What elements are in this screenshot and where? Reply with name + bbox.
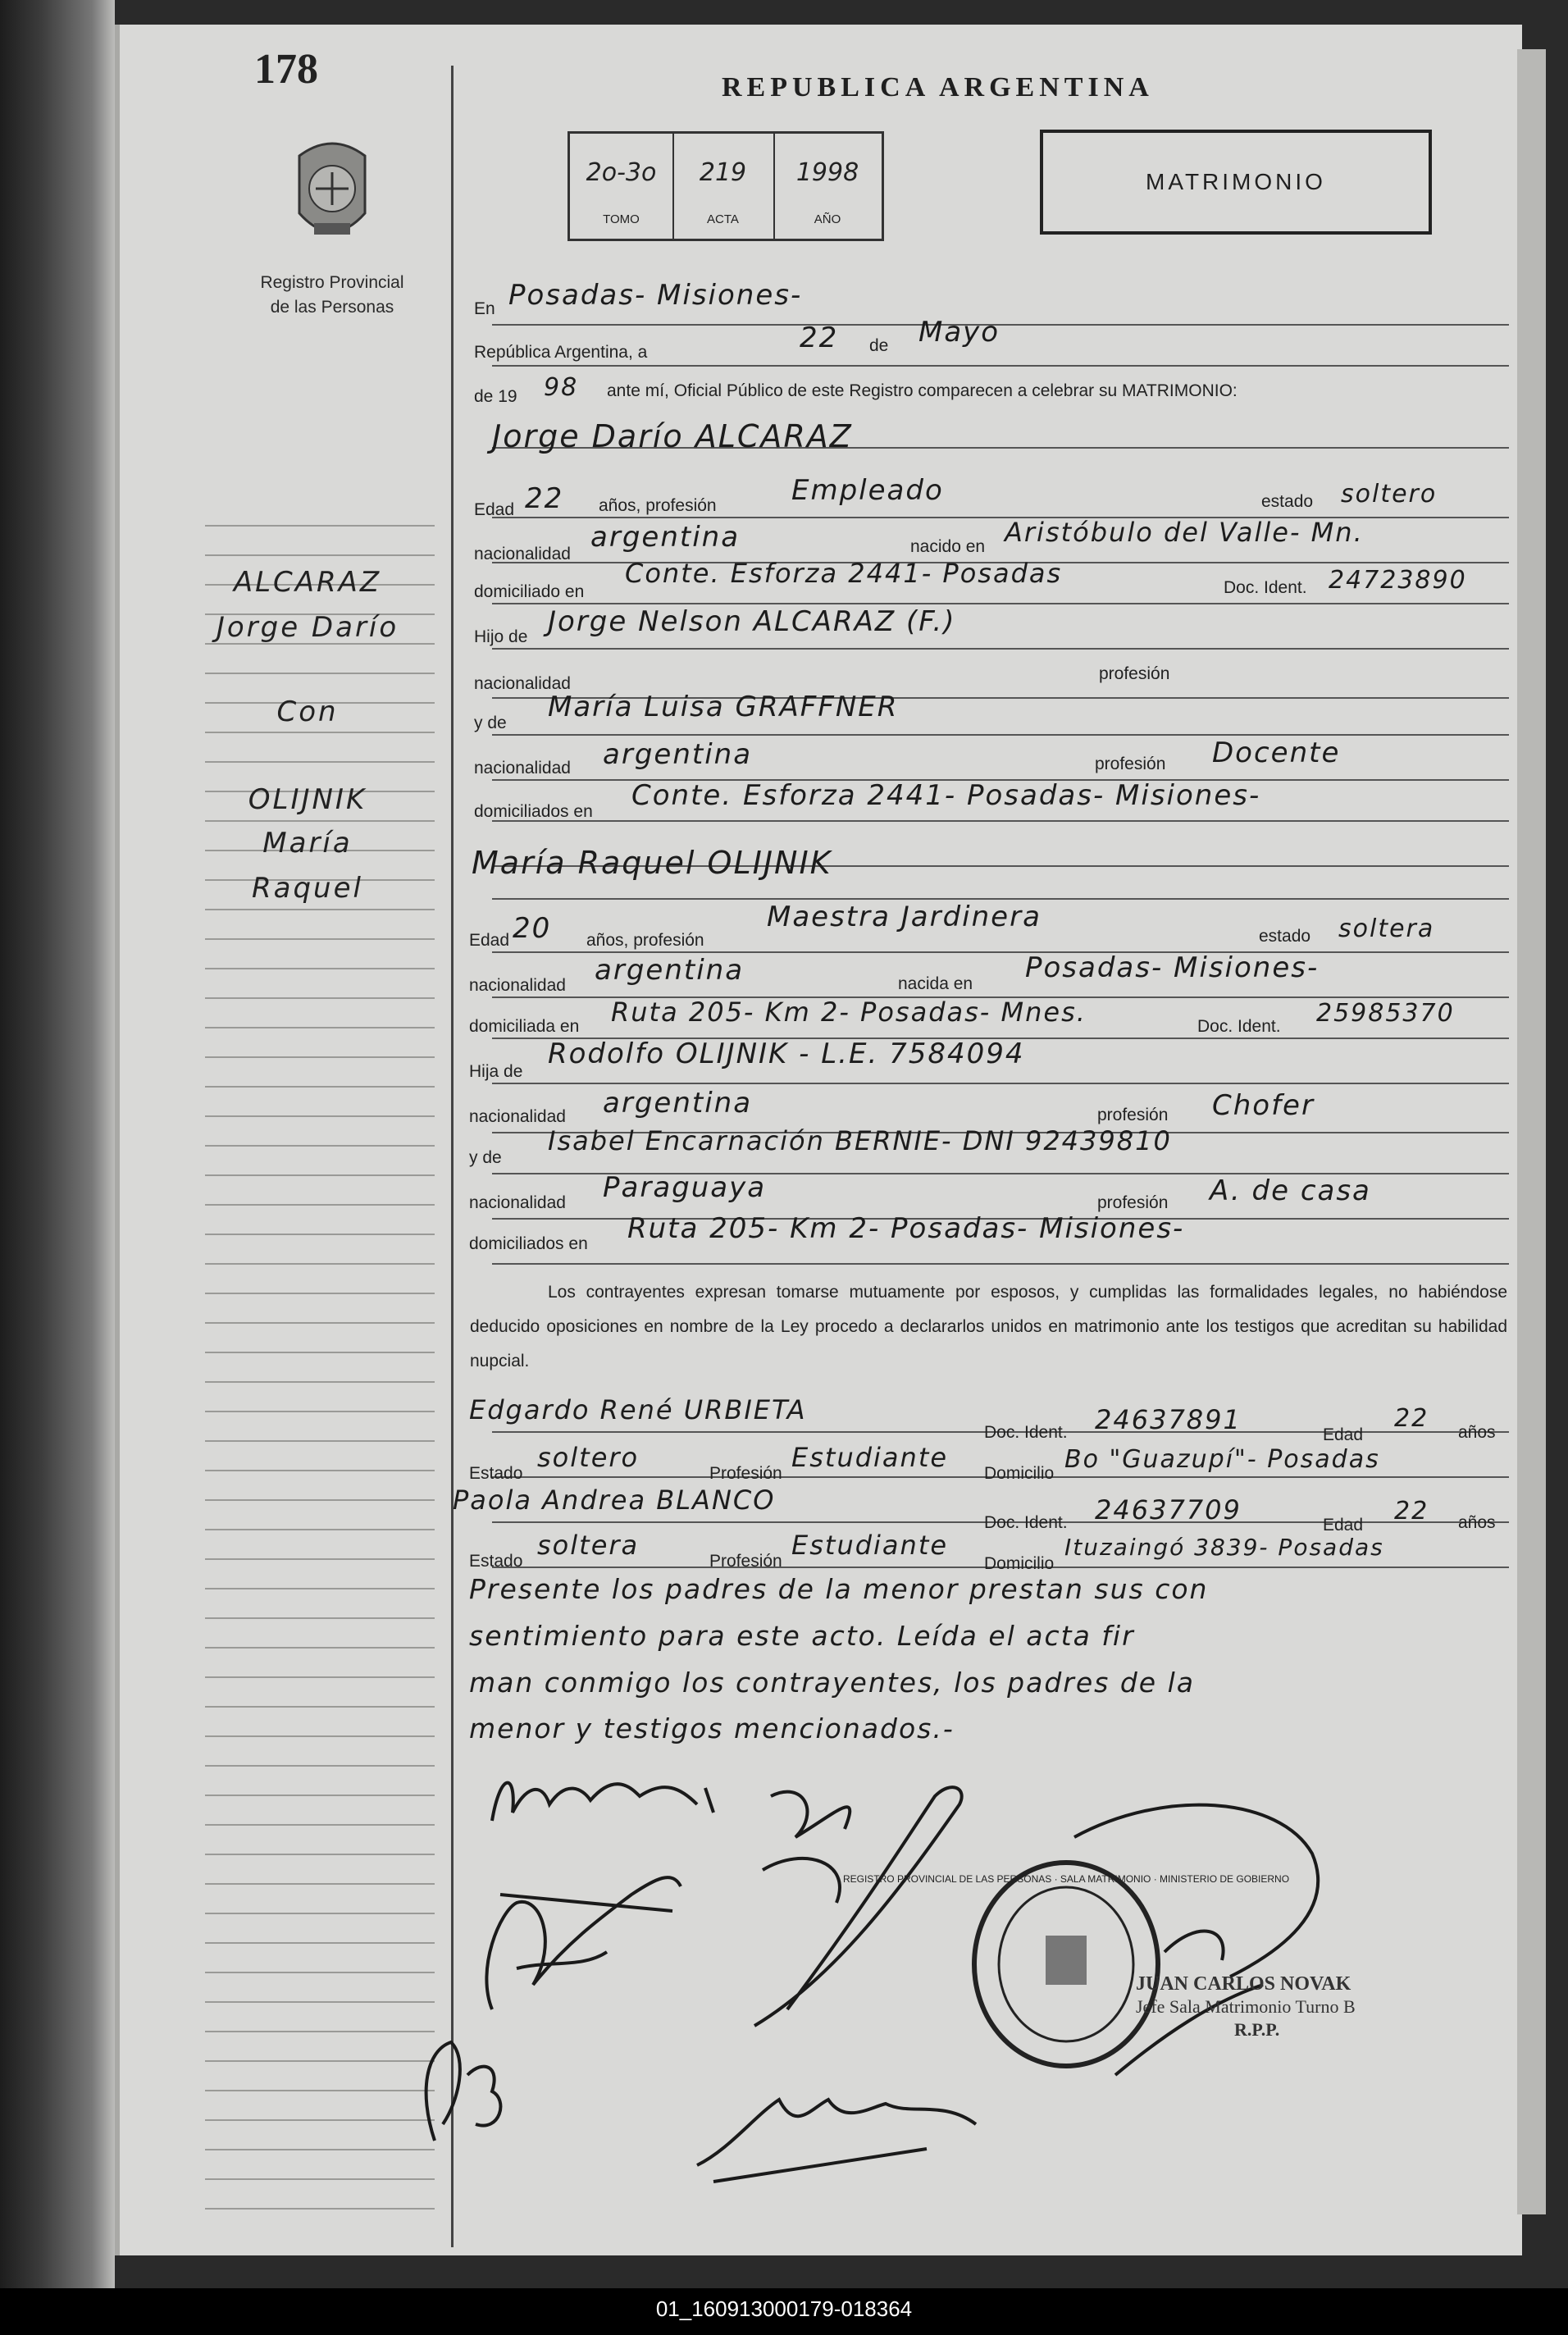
field-rule-line (492, 1083, 1509, 1084)
left-rule-line (205, 1617, 435, 1619)
left-rule-line (205, 1972, 435, 1973)
annotation-line-3: man conmigo los contrayentes, los padres de la (469, 1667, 1195, 1699)
field-rule-line (492, 734, 1509, 736)
witness2-domicilio-label: Domicilio (984, 1554, 1055, 1573)
bride-nac-label: nacionalidad (469, 976, 566, 995)
left-rule-line (205, 525, 435, 527)
bride-parents-dom-label: domiciliados en (469, 1234, 588, 1253)
groom-doc-label: Doc. Ident. (1224, 578, 1307, 597)
bride-edad-label: Edad (469, 931, 510, 950)
witness1-edad-label: Edad (1323, 1425, 1364, 1444)
field-rule-line (492, 951, 1509, 953)
left-rule-line (205, 1765, 435, 1767)
witness2-document: 24637709 (1095, 1494, 1242, 1526)
groom-parents-dom-label: domiciliados en (474, 802, 593, 821)
bride-profesion-label: años, profesión (586, 931, 704, 950)
left-rule-line (205, 1854, 435, 1855)
witness1-profession: Estudiante (791, 1442, 949, 1473)
witness2-doc-label: Doc. Ident. (984, 1513, 1068, 1532)
left-rule-line (205, 1234, 435, 1235)
stamp-text: REGISTRO PROVINCIAL DE LAS PERSONAS · SALA MATRIMONIO · MINISTERIO DE GOBIERNO (842, 1873, 1290, 1885)
left-rule-line (205, 1056, 435, 1058)
groom-mother-profession: Docente (1212, 737, 1341, 769)
bride-doc-label: Doc. Ident. (1197, 1017, 1281, 1036)
bride-document: 25985370 (1316, 999, 1455, 1028)
acta-label: ACTA (707, 212, 739, 226)
witness2-profession: Estudiante (791, 1530, 949, 1561)
groom-mother-nac-label: nacionalidad (474, 759, 571, 778)
annotation-line-2: sentimiento para este acto. Leída el acta fir (469, 1620, 1135, 1652)
left-rule-line (205, 1027, 435, 1028)
groom-parents-address: Conte. Esforza 2441- Posadas- Misiones- (631, 779, 1261, 812)
groom-y-de-label: y de (474, 714, 507, 732)
groom-father-prof-label: profesión (1099, 664, 1170, 683)
left-rule-line (205, 1676, 435, 1678)
left-rule-line (205, 732, 435, 733)
record-type-box (1040, 130, 1432, 235)
place-value: Posadas- Misiones- (508, 279, 803, 312)
groom-document: 24723890 (1329, 566, 1467, 595)
left-rule-line (205, 761, 435, 763)
witness2-profesion-label: Profesión (709, 1552, 782, 1571)
book-binding (0, 0, 115, 2296)
registry-name (221, 271, 443, 320)
declaration-paragraph (470, 1275, 1507, 1379)
left-rule-line (205, 2060, 435, 2062)
bride-profession: Maestra Jardinera (767, 901, 1042, 933)
left-rule-line (205, 1647, 435, 1649)
tomo-value: 2o-3o (586, 158, 657, 187)
bride-father-profession: Chofer (1212, 1089, 1315, 1122)
witness1-status: soltero (537, 1442, 640, 1473)
left-rule-line (205, 1086, 435, 1088)
tomo-label: TOMO (603, 212, 640, 226)
image-identifier: 01_160913000179-018364 (655, 2296, 913, 2321)
groom-birthplace: Aristóbulo del Valle- Mn. (1005, 517, 1364, 548)
en-label: En (474, 299, 495, 318)
bride-age: 20 (513, 912, 552, 945)
signature-groom (467, 1845, 697, 2034)
margin-bride-name-1: María (262, 827, 353, 860)
groom-mother-nationality: argentina (603, 738, 753, 771)
witness1-address: Bo "Guazupí"- Posadas (1064, 1445, 1380, 1474)
country-heading: REPUBLICA ARGENTINA (722, 72, 1154, 103)
field-rule-line (492, 1263, 1509, 1265)
left-rule-line (205, 1470, 435, 1471)
left-rule-line (205, 1883, 435, 1885)
margin-con: Con (276, 695, 339, 728)
left-rule-line (205, 1411, 435, 1412)
left-rule-line (205, 1529, 435, 1530)
witness1-doc-label: Doc. Ident. (984, 1423, 1068, 1442)
registry-line-1: Registro Provincial (260, 273, 404, 292)
groom-estado-label: estado (1261, 492, 1314, 511)
left-rule-line (205, 1795, 435, 1796)
groom-name: Jorge Darío ALCARAZ (492, 418, 853, 454)
ano-label: AÑO (814, 212, 841, 226)
year-value: 98 (544, 373, 579, 402)
left-rule-line (205, 1293, 435, 1294)
left-rule-line (205, 1381, 435, 1383)
annotation-line-1: Presente los padres de la menor prestan sus con (469, 1573, 1209, 1605)
left-rule-line (205, 2031, 435, 2032)
witness2-name: Paola Andrea BLANCO (453, 1484, 776, 1516)
left-rule-line (205, 1440, 435, 1442)
signature-witness-2 (681, 2067, 992, 2190)
official-name: JUAN CARLOS NOVAK (1136, 1973, 1351, 1995)
acta-cell (672, 134, 775, 239)
witness2-edad-label: Edad (1323, 1516, 1364, 1535)
witness1-anos-label: años (1458, 1423, 1496, 1442)
margin-bride-surname: OLIJNIK (248, 783, 367, 816)
bride-parents-address: Ruta 205- Km 2- Posadas- Misiones- (627, 1212, 1185, 1245)
groom-edad-label: Edad (474, 500, 515, 519)
left-rule-line (205, 1824, 435, 1826)
ano-cell (773, 134, 882, 239)
left-rule-line (205, 673, 435, 674)
groom-status: soltero (1341, 480, 1438, 509)
republica-label: República Argentina, a (474, 343, 648, 362)
witness2-estado-label: Estado (469, 1552, 523, 1571)
reference-box (567, 131, 884, 241)
field-rule-line (492, 820, 1509, 822)
official-stamp-block (1136, 1972, 1356, 2041)
bride-status: soltera (1338, 914, 1435, 943)
de-label: de (869, 336, 889, 355)
left-rule-line (205, 820, 435, 822)
left-rule-line (205, 1174, 435, 1176)
official-title: Jefe Sala Matrimonio Turno B (1136, 1996, 1356, 2017)
left-rule-line (205, 2119, 435, 2121)
left-rule-line (205, 2178, 435, 2180)
year-prefix: de 19 (474, 387, 517, 406)
bride-mother-profession: A. de casa (1210, 1174, 1371, 1207)
left-rule-line (205, 1115, 435, 1117)
groom-hijo-label: Hijo de (474, 627, 528, 646)
left-rule-line (205, 1352, 435, 1353)
province-coat-of-arms-icon (283, 131, 381, 254)
annotation-line-4: menor y testigos mencionados.- (469, 1712, 955, 1744)
field-rule-line (492, 648, 1509, 650)
left-rule-line (205, 1706, 435, 1708)
bride-hija-label: Hija de (469, 1062, 523, 1081)
bride-dom-label: domiciliada en (469, 1017, 580, 1036)
left-rule-line (205, 938, 435, 940)
left-rule-line (205, 1558, 435, 1560)
groom-dom-label: domiciliado en (474, 582, 585, 601)
left-rule-line (205, 1913, 435, 1914)
field-rule-line (492, 898, 1509, 900)
groom-father-nac-label: nacionalidad (474, 674, 571, 693)
witness2-age: 22 (1394, 1497, 1429, 1526)
intro-sentence: ante mí, Oficial Público de este Registro comparecen a celebrar su MATRIMONIO: (607, 381, 1238, 400)
field-rule-line (492, 603, 1509, 604)
ano-value: 1998 (795, 158, 859, 187)
witness1-domicilio-label: Domicilio (984, 1464, 1055, 1483)
bride-father-prof-label: profesión (1097, 1106, 1169, 1124)
margin-given-names: Jorge Darío (216, 611, 399, 644)
witness1-age: 22 (1394, 1404, 1429, 1433)
bride-mother-prof-label: profesión (1097, 1193, 1169, 1212)
declaration-text: Los contrayentes expresan tomarse mutuamente por esposos, y cumplidas las formalidades legales, no habiéndose deducido oposiciones en nombre de la Ley procedo a declararlos unidos en matrimonio ante los testigos que acreditan su habilidad nupcial. (470, 1283, 1507, 1370)
groom-nacido-label: nacido en (910, 537, 986, 556)
left-rule-line (205, 909, 435, 910)
groom-profession: Empleado (791, 474, 944, 507)
left-rule-line (205, 997, 435, 999)
bride-mother-nac-label: nacionalidad (469, 1193, 566, 1212)
bride-father-nationality: argentina (603, 1087, 753, 1120)
left-rule-line (205, 1499, 435, 1501)
record-type: MATRIMONIO (1146, 169, 1326, 194)
field-rule-line (492, 324, 1509, 326)
bride-father-nac-label: nacionalidad (469, 1107, 566, 1126)
page-edge (1517, 49, 1546, 2214)
registry-line-2: de las Personas (270, 298, 394, 317)
bride-mother: Isabel Encarnación BERNIE- DNI 92439810 (548, 1125, 1172, 1156)
groom-nationality: argentina (590, 521, 741, 554)
left-rule-line (205, 2149, 435, 2150)
signature-bride (476, 1755, 746, 1845)
left-rule-line (205, 1942, 435, 1944)
bride-mother-nationality: Paraguaya (603, 1171, 767, 1204)
left-rule-line (205, 2090, 435, 2091)
witness2-status: soltera (537, 1530, 640, 1561)
bride-father: Rodolfo OLIJNIK - L.E. 7584094 (548, 1038, 1025, 1070)
groom-address: Conte. Esforza 2441- Posadas (625, 558, 1063, 589)
witness2-anos-label: años (1458, 1513, 1496, 1532)
bride-name: María Raquel OLIJNIK (472, 845, 832, 881)
left-rule-line (205, 1204, 435, 1206)
margin-surname: ALCARAZ (233, 566, 382, 599)
folio-number: 178 (254, 46, 318, 93)
left-rule-line (205, 1588, 435, 1589)
left-rule-line (205, 1263, 435, 1265)
field-rule-line (492, 365, 1509, 367)
margin-divider (451, 66, 454, 2247)
left-rule-line (205, 1735, 435, 1737)
witness1-estado-label: Estado (469, 1464, 523, 1483)
acta-value: 219 (699, 158, 747, 187)
groom-mother: María Luisa GRAFFNER (548, 691, 899, 723)
bride-nacida-label: nacida en (898, 974, 973, 993)
day-value: 22 (800, 322, 839, 354)
margin-bride-name-2: Raquel (252, 872, 363, 905)
groom-profesion-label: años, profesión (599, 496, 717, 515)
witness1-name: Edgardo René URBIETA (469, 1394, 807, 1425)
left-rule-line (205, 2001, 435, 2003)
left-rule-line (205, 968, 435, 969)
left-rule-line (205, 1322, 435, 1324)
signature-witness (738, 1763, 984, 2042)
witness2-address: Ituzaingó 3839- Posadas (1064, 1534, 1384, 1561)
official-org: R.P.P. (1234, 2019, 1280, 2040)
month-value: Mayo (918, 316, 1001, 349)
bride-nationality: argentina (595, 954, 745, 987)
bride-y-de-label: y de (469, 1148, 502, 1167)
witness1-document: 24637891 (1095, 1404, 1242, 1435)
signature-initials (410, 2026, 525, 2157)
left-rule-line (205, 1145, 435, 1147)
groom-nac-label: nacionalidad (474, 545, 571, 563)
bride-address: Ruta 205- Km 2- Posadas- Mnes. (611, 996, 1087, 1028)
left-rule-line (205, 554, 435, 556)
left-rule-line (205, 2208, 435, 2210)
witness1-profesion-label: Profesión (709, 1464, 782, 1483)
bride-birthplace: Posadas- Misiones- (1025, 951, 1320, 984)
bride-estado-label: estado (1259, 927, 1311, 946)
groom-age: 22 (525, 482, 564, 515)
groom-father: Jorge Nelson ALCARAZ (F.) (548, 605, 956, 638)
tomo-cell (570, 134, 674, 239)
groom-mother-prof-label: profesión (1095, 755, 1166, 773)
